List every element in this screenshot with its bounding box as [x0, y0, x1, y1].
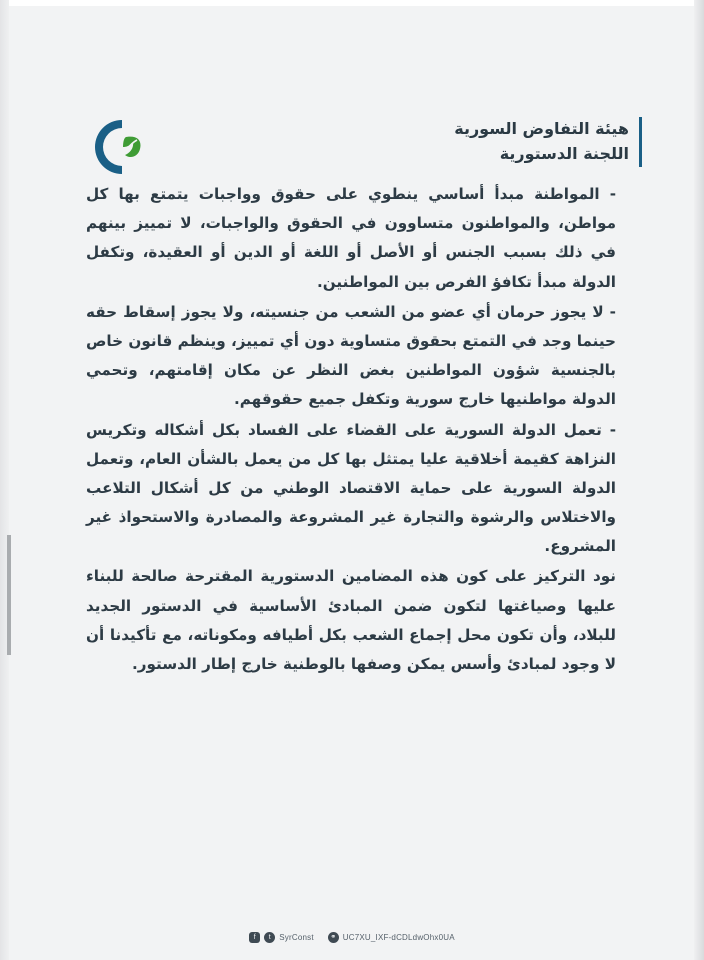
link-icon: ⚭ [328, 932, 339, 943]
document-footer [0, 932, 704, 943]
paragraph: - المواطنة مبدأ أساسي ينطوي على حقوق وواجبات يتمتع بها كل مواطن، والمواطنون متساوون في الحقوق والواجبات، لا تمييز بينهم في ذلك بسبب الجنس أو الأصل أو اللغة أو الدين أو العقيدة، وتكفل الدولة مبدأ تكافؤ الفرص بين المواطنين. [86, 185, 616, 291]
org-title-line-2: اللجنة الدستورية [499, 143, 629, 163]
footer-channel-label: UC7XU_IXF-dCDLdwOhx0UA [342, 933, 455, 942]
footer-social-facebook[interactable] [249, 932, 314, 943]
facebook-icon: f [249, 932, 260, 943]
document-body [86, 180, 616, 680]
page-left-edge [0, 0, 9, 960]
footer-handle-label: SyrConst [279, 933, 314, 942]
page-right-edge [694, 0, 704, 960]
organization-title [454, 117, 642, 167]
org-title-line-1: هيئة التفاوض السورية [454, 119, 629, 138]
paragraph: نود التركيز على كون هذه المضامين الدستورية المقترحة صالحة للبناء عليها وصياغتها لتكون ضمن المبادئ الأساسية في الدستور الجديد للبلاد، وأن تكون محل إجماع الشعب بكل أطيافه ومكوناته، مع تأكيدنا أن لا وجود لمبادئ وأسس يمكن وصفها بالوطنية خارج إطار الدستور. [86, 567, 616, 673]
page-top-edge [0, 0, 704, 6]
document-header [0, 55, 704, 163]
syrian-negotiation-commission-logo [92, 117, 152, 177]
twitter-icon: t [264, 932, 275, 943]
paragraph: - تعمل الدولة السورية على القضاء على الفساد بكل أشكاله وتكريس النزاهة كقيمة أخلاقية عليا يمتثل بها كل من يعمل بالشأن العام، وتعمل الدولة السورية على حماية الاقتصاد الوطني من كل أشكال التلاعب والاختلاس والرشوة والتجارة غير المشروعة والمصادرة والاستحواذ غير المشروع. [86, 420, 616, 556]
paragraph: - لا يجوز حرمان أي عضو من الشعب من جنسيته، ولا يجوز إسقاط حقه حينما وجد في التمتع بحقوق متساوية دون أي تمييز، وينظم قانون خاص بالجنسية شؤون المواطنين بغض النظر عن مكان إقامتهم، وتحمي الدولة مواطنيها خارج سورية وتكفل جميع حقوقهم. [86, 302, 616, 409]
page-edge-marker [7, 535, 11, 655]
footer-social-channel[interactable] [328, 932, 455, 943]
